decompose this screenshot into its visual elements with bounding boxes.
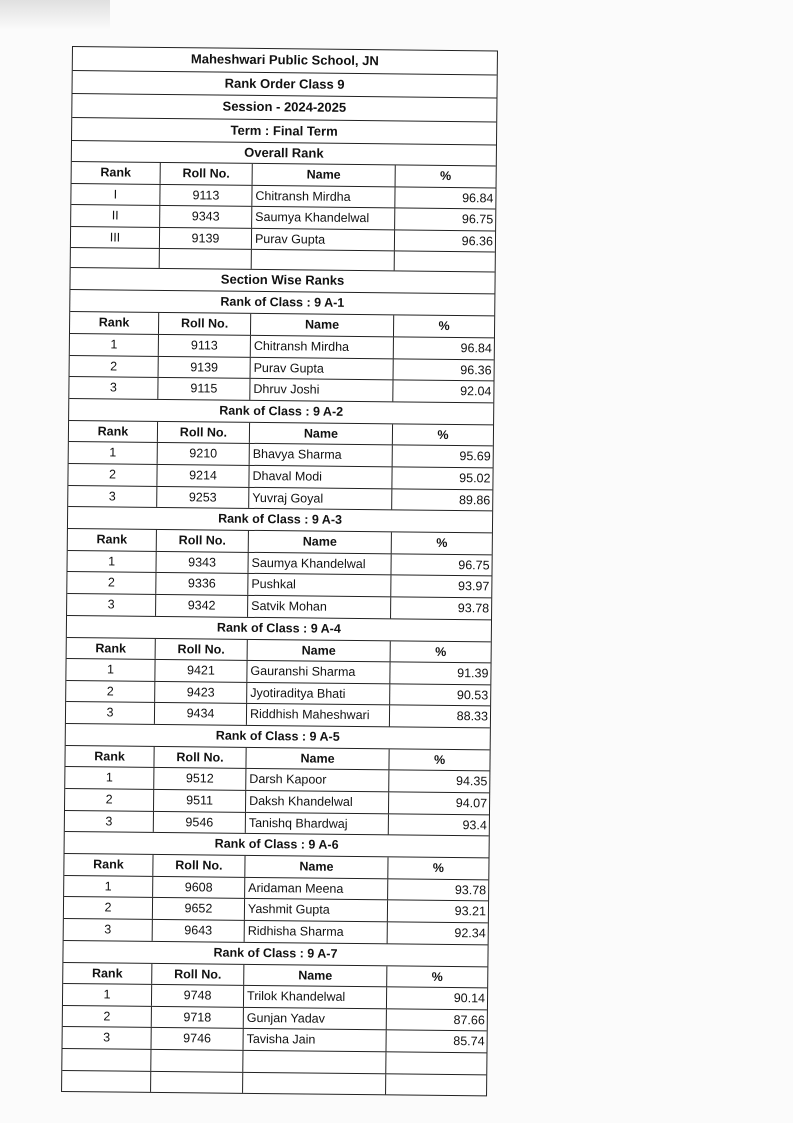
roll-cell: 9643 bbox=[153, 920, 245, 942]
col-name: Name bbox=[245, 856, 388, 878]
name-cell: Tanishq Bhardwaj bbox=[246, 813, 389, 835]
rank-cell: II bbox=[71, 205, 160, 227]
rank-cell: 3 bbox=[63, 1027, 152, 1049]
name-cell: Bhavya Sharma bbox=[250, 444, 393, 466]
percent-cell: 88.33 bbox=[456, 709, 489, 724]
percent-cell: 87.66 bbox=[453, 1012, 485, 1028]
name-cell: Tavisha Jain bbox=[243, 1029, 386, 1051]
roll-cell: 9214 bbox=[157, 465, 249, 487]
name-cell: Chitransh Mirdha bbox=[252, 185, 395, 207]
name-cell: Ridhisha Sharma bbox=[245, 921, 388, 943]
name-cell: Riddhish Maheshwari bbox=[247, 704, 390, 726]
roll-cell: 9512 bbox=[154, 768, 246, 790]
percent-cell: 93.4 bbox=[462, 817, 487, 833]
col-name: Name bbox=[253, 164, 396, 186]
col-name: Name bbox=[250, 423, 393, 445]
rank-cell: 2 bbox=[70, 356, 159, 378]
name-cell: Dhaval Modi bbox=[249, 466, 392, 488]
empty-row bbox=[62, 1071, 486, 1097]
percent-cell: 96.75 bbox=[461, 212, 494, 227]
rank-cell: 3 bbox=[69, 377, 158, 399]
roll-cell: 9421 bbox=[155, 660, 247, 682]
col-pct: % bbox=[433, 752, 446, 767]
col-rank: Rank bbox=[65, 746, 154, 768]
col-rank: Rank bbox=[67, 637, 156, 659]
rank-cell: 3 bbox=[68, 486, 157, 508]
roll-cell: 9746 bbox=[152, 1028, 244, 1050]
name-cell: Daksh Khandelwal bbox=[246, 791, 389, 813]
rank-cell: 1 bbox=[66, 659, 155, 681]
col-name: Name bbox=[248, 639, 391, 661]
col-pct: % bbox=[437, 427, 449, 442]
roll-cell: 9434 bbox=[155, 703, 247, 725]
roll-cell: 9113 bbox=[159, 335, 251, 357]
col-pct: % bbox=[432, 861, 445, 876]
col-name: Name bbox=[249, 531, 392, 553]
col-pct: % bbox=[431, 969, 443, 984]
rank-cell: 1 bbox=[64, 876, 153, 898]
percent-cell: 93.97 bbox=[458, 579, 490, 594]
name-cell: Trilok Khandelwal bbox=[244, 986, 387, 1008]
col-name: Name bbox=[251, 314, 394, 336]
report-title: Rank Order Class 9 bbox=[72, 71, 496, 99]
sections bbox=[62, 290, 494, 1053]
percent-cell: 96.36 bbox=[461, 233, 494, 249]
percent-cell: 96.84 bbox=[460, 341, 492, 356]
rank-cell: 3 bbox=[64, 919, 153, 941]
rank-table bbox=[61, 46, 498, 1097]
percent-cell: 95.69 bbox=[459, 449, 491, 464]
name-cell: Gauranshi Sharma bbox=[247, 661, 390, 683]
rank-cell: 1 bbox=[63, 984, 152, 1006]
name-cell: Yashmit Gupta bbox=[245, 899, 388, 921]
percent-cell: 95.02 bbox=[459, 471, 491, 486]
name-cell: Yuvraj Goyal bbox=[249, 487, 392, 509]
roll-cell: 9511 bbox=[154, 790, 246, 812]
percent-cell: 89.86 bbox=[458, 492, 491, 507]
percent-cell: 93.78 bbox=[457, 600, 490, 616]
percent-cell: 90.14 bbox=[453, 991, 486, 1006]
rank-cell: 1 bbox=[67, 551, 156, 573]
rank-cell: 2 bbox=[64, 897, 153, 919]
col-rank: Rank bbox=[70, 312, 159, 334]
roll-cell: 9423 bbox=[155, 682, 247, 704]
col-rank: Rank bbox=[63, 963, 152, 985]
roll-cell: 9608 bbox=[153, 877, 245, 899]
name-cell: Gunjan Yadav bbox=[244, 1008, 387, 1030]
rank-cell: I bbox=[71, 184, 160, 206]
school-name: Maheshwari Public School, JN bbox=[73, 47, 497, 75]
col-roll: Roll No. bbox=[152, 964, 244, 986]
percent-cell: 92.34 bbox=[454, 926, 486, 941]
col-roll: Roll No. bbox=[161, 163, 253, 185]
section-title: Rank of Class : 9 A-1 bbox=[70, 290, 494, 316]
section-heading: Section Wise Ranks bbox=[70, 268, 494, 294]
section-title: Rank of Class : 9 A-7 bbox=[63, 941, 487, 967]
roll-cell: 9343 bbox=[156, 552, 248, 574]
section-title: Rank of Class : 9 A-4 bbox=[67, 615, 491, 641]
name-cell: Saumya Khandelwal bbox=[252, 207, 395, 229]
col-roll: Roll No. bbox=[153, 855, 245, 877]
rank-cell: 2 bbox=[63, 1006, 152, 1028]
rank-cell: III bbox=[71, 227, 160, 249]
name-cell: Chitransh Mirdha bbox=[251, 336, 394, 358]
roll-cell: 9546 bbox=[154, 812, 246, 834]
col-name: Name bbox=[246, 748, 389, 770]
section-title: Rank of Class : 9 A-5 bbox=[66, 724, 490, 750]
rank-cell: 3 bbox=[66, 702, 155, 724]
section-title: Rank of Class : 9 A-6 bbox=[65, 832, 489, 858]
overall-heading: Overall Rank bbox=[72, 141, 496, 166]
col-roll: Roll No. bbox=[159, 313, 251, 335]
name-cell: Aridaman Meena bbox=[245, 878, 388, 900]
col-pct: % bbox=[440, 168, 452, 183]
name-cell: Purav Gupta bbox=[252, 229, 395, 251]
name-cell: Jyotiraditya Bhati bbox=[247, 683, 390, 705]
rank-cell: 1 bbox=[65, 767, 154, 789]
section-title: Rank of Class : 9 A-3 bbox=[68, 507, 492, 533]
rank-cell: 2 bbox=[65, 789, 154, 811]
overall-rows bbox=[71, 184, 496, 253]
scan-shadow bbox=[0, 0, 110, 30]
name-cell: Satvik Mohan bbox=[248, 596, 391, 618]
term-label: Term : Final Term bbox=[72, 118, 496, 146]
percent-cell: 91.39 bbox=[457, 666, 489, 681]
name-cell: Saumya Khandelwal bbox=[248, 553, 391, 575]
col-name: Name bbox=[244, 964, 387, 986]
name-cell: Dhruv Joshi bbox=[250, 379, 393, 401]
percent-cell: 94.35 bbox=[455, 774, 488, 789]
roll-cell: 9139 bbox=[159, 356, 251, 378]
col-rank: Rank bbox=[64, 854, 153, 876]
rank-cell: 2 bbox=[67, 572, 156, 594]
col-rank: Rank bbox=[68, 529, 157, 551]
percent-cell: 85.74 bbox=[453, 1034, 485, 1049]
rank-cell: 2 bbox=[66, 681, 155, 703]
name-cell: Pushkal bbox=[248, 574, 391, 596]
roll-cell: 9748 bbox=[152, 985, 244, 1007]
name-cell: Darsh Kapoor bbox=[246, 769, 389, 791]
col-rank: Rank bbox=[72, 162, 161, 184]
col-roll: Roll No. bbox=[156, 638, 248, 660]
roll-cell: 9342 bbox=[156, 595, 248, 617]
rank-cell: 3 bbox=[67, 594, 156, 616]
roll-cell: 9139 bbox=[160, 228, 252, 250]
col-roll: Roll No. bbox=[157, 530, 249, 552]
roll-cell: 9115 bbox=[158, 378, 250, 400]
roll-cell: 9343 bbox=[160, 206, 252, 228]
col-roll: Roll No. bbox=[158, 422, 250, 444]
col-pct: % bbox=[436, 535, 448, 551]
percent-cell: 96.36 bbox=[460, 362, 492, 377]
col-pct: % bbox=[435, 644, 447, 659]
session-label: Session - 2024-2025 bbox=[72, 94, 496, 122]
percent-cell: 96.84 bbox=[462, 190, 494, 206]
rank-cell: 1 bbox=[69, 442, 158, 464]
rank-cell: 1 bbox=[70, 334, 159, 356]
percent-cell: 94.07 bbox=[455, 796, 488, 811]
rank-cell: 3 bbox=[65, 811, 154, 833]
col-rank: Rank bbox=[69, 421, 158, 443]
percent-cell: 93.21 bbox=[454, 904, 487, 919]
col-roll: Roll No. bbox=[154, 747, 246, 769]
rank-cell: 2 bbox=[68, 464, 157, 486]
roll-cell: 9210 bbox=[158, 443, 250, 465]
section-title: Rank of Class : 9 A-2 bbox=[69, 399, 493, 425]
roll-cell: 9113 bbox=[160, 185, 252, 207]
percent-cell: 90.53 bbox=[456, 687, 489, 703]
roll-cell: 9336 bbox=[156, 573, 248, 595]
percent-cell: 92.04 bbox=[460, 384, 492, 399]
roll-cell: 9253 bbox=[157, 486, 249, 508]
roll-cell: 9718 bbox=[152, 1007, 244, 1029]
col-pct: % bbox=[438, 319, 450, 334]
percent-cell: 93.78 bbox=[454, 882, 487, 898]
roll-cell: 9652 bbox=[153, 898, 245, 920]
name-cell: Purav Gupta bbox=[251, 357, 394, 379]
percent-cell: 96.75 bbox=[458, 557, 490, 573]
